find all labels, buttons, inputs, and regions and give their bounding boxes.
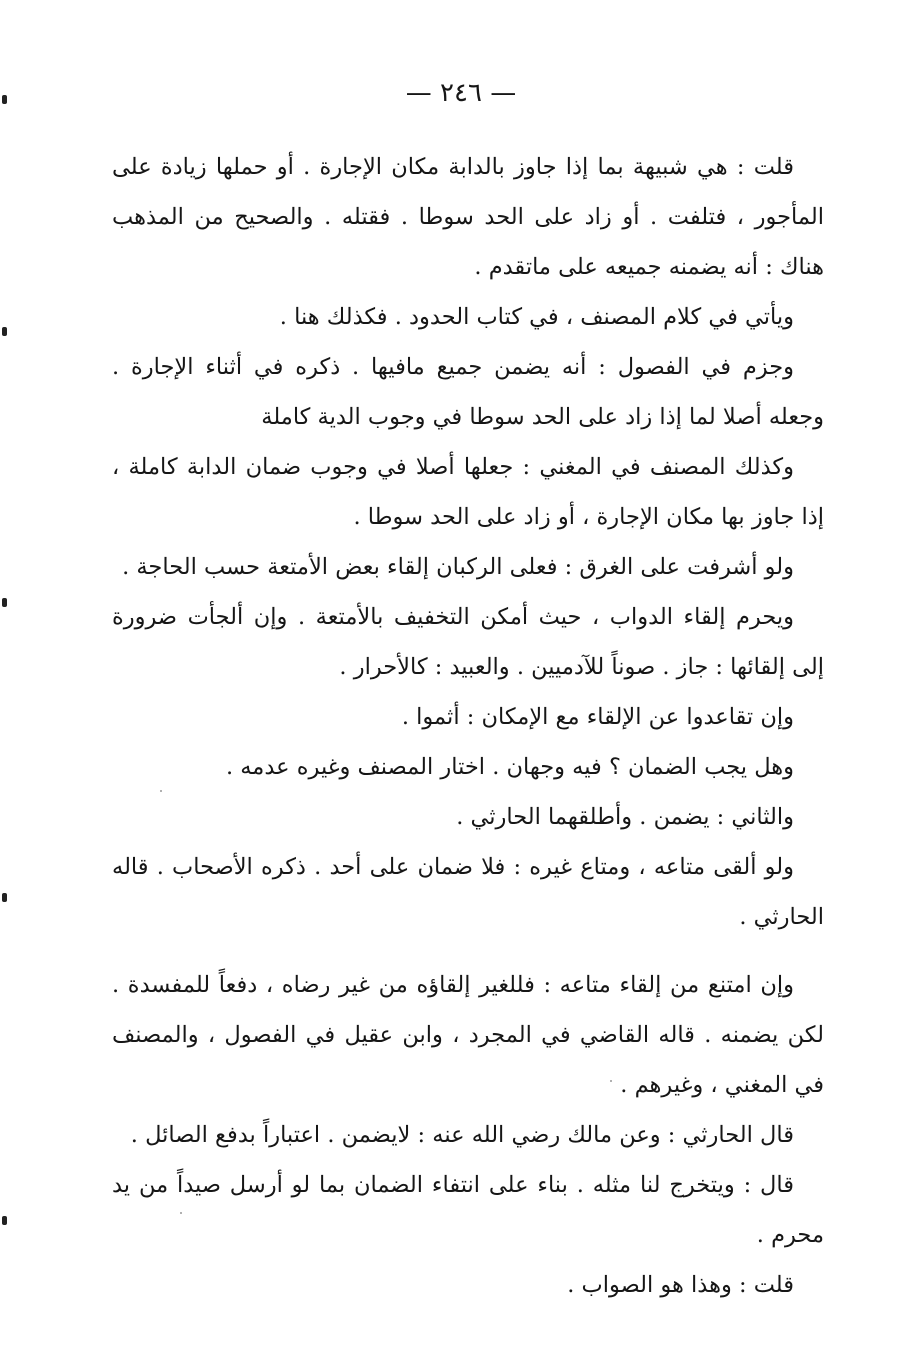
binding-mark: [2, 327, 7, 336]
paragraph: ويحرم إلقاء الدواب ، حيث أمكن التخفيف بالأمتعة . وإن ألجأت ضرورة إلى إلقائها : جاز . صوناً للآدميين . والعبيد : كالأحرار .: [112, 604, 824, 680]
scan-speck: [610, 1080, 612, 1082]
binding-mark: [2, 893, 7, 902]
scan-speck: [180, 1212, 182, 1214]
page-number: — ٢٤٦ —: [405, 78, 517, 108]
binding-mark: [2, 1216, 7, 1225]
scan-speck: [160, 790, 162, 792]
binding-mark: [2, 95, 7, 104]
paragraph: وإن تقاعدوا عن الإلقاء مع الإمكان : أثموا .: [401, 704, 794, 730]
paragraph: قال الحارثي : وعن مالك رضي الله عنه : لايضمن . اعتباراً بدفع الصائل .: [130, 1122, 794, 1148]
paragraph: ولو ألقى متاعه ، ومتاع غيره : فلا ضمان على أحد . ذكره الأصحاب . قاله الحارثي .: [112, 854, 824, 930]
page-body: [112, 142, 824, 1310]
paragraph: ولو أشرفت على الغرق : فعلى الركبان إلقاء بعض الأمتعة حسب الحاجة .: [122, 554, 794, 580]
paragraph: والثاني : يضمن . وأطلقهما الحارثي .: [456, 804, 794, 830]
paragraph: قلت : هي شبيهة بما إذا جاوز بالدابة مكان الإجارة . أو حملها زيادة على المأجور ، فتلفت . أو زاد على الحد سوطا . فقتله . والصحيح من المذهب هناك : أنه يضمنه جميعه على ماتقدم .: [112, 154, 824, 280]
binding-mark: [2, 598, 7, 607]
paragraph: وإن امتنع من إلقاء متاعه : فللغير إلقاؤه من غير رضاه ، دفعاً للمفسدة . لكن يضمنه . قاله القاضي في المجرد ، وابن عقيل في الفصول ، والمصنف في المغني ، وغيرهم .: [112, 972, 824, 1098]
paragraph: وجزم في الفصول : أنه يضمن جميع مافيها . ذكره في أثناء الإجارة . وجعله أصلا لما إذا زاد على الحد سوطا في وجوب الدية كاملة: [112, 354, 824, 430]
paragraph: وكذلك المصنف في المغني : جعلها أصلا في وجوب ضمان الدابة كاملة ، إذا جاوز بها مكان الإجارة ، أو زاد على الحد سوطا .: [112, 454, 824, 530]
paragraph: قلت : وهذا هو الصواب .: [567, 1272, 794, 1298]
paragraph: ويأتي في كلام المصنف ، في كتاب الحدود . فكذلك هنا .: [279, 304, 794, 330]
paragraph: وهل يجب الضمان ؟ فيه وجهان . اختار المصنف وغيره عدمه .: [225, 754, 794, 780]
paragraph: قال : ويتخرج لنا مثله . بناء على انتفاء الضمان بما لو أرسل صيداً من يد محرم .: [112, 1172, 824, 1248]
